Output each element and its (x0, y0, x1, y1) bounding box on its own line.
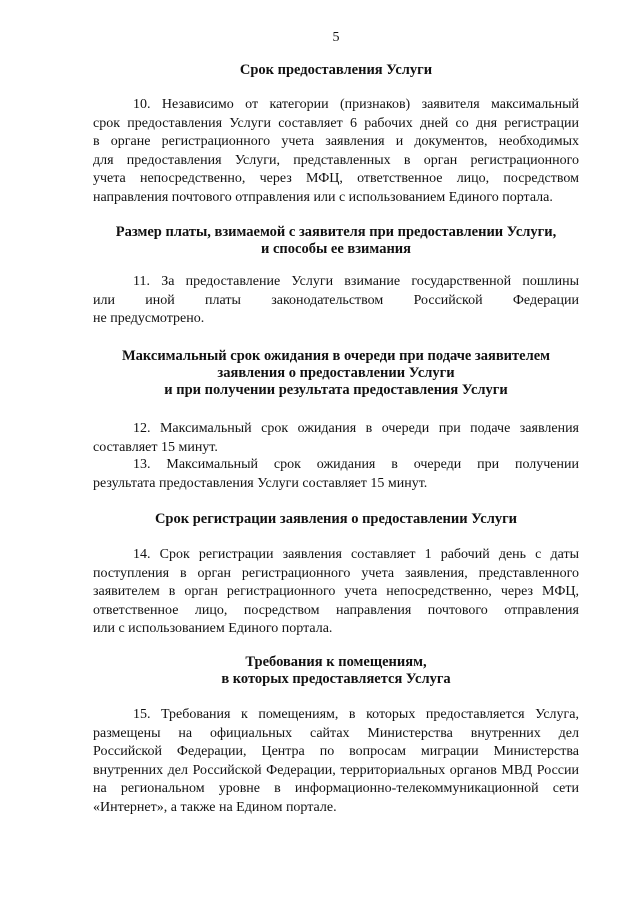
paragraph-line: 14. Срок регистрации заявления составляет 1 рабочий день с даты (133, 547, 579, 562)
heading-line: заявления о предоставлении Услуги (217, 365, 455, 381)
paragraph-line: 11. За предоставление Услуги взимание государственной пошлины (133, 274, 579, 289)
heading-registration-term (93, 511, 579, 528)
paragraph-line: не предусмотрено. (93, 311, 205, 326)
heading-line: Максимальный срок ожидания в очереди при подаче заявителем (121, 348, 551, 364)
paragraph-line: направления почтового отправления или с использованием Единого портала. (93, 189, 553, 205)
paragraph-line: 15. Требования к помещениям, в которых предоставляется Услуга, (133, 707, 579, 722)
heading-line: Срок регистрации заявления о предоставлении Услуги (154, 511, 518, 527)
paragraph-line: учета непосредственно, через МФЦ, ответственное лицо, посредством (93, 171, 579, 186)
paragraph-line: 13. Максимальный срок ожидания в очереди при получении (133, 457, 579, 472)
paragraph-11 (93, 273, 579, 329)
paragraph-line: 10. Независимо от категории (признаков) заявителя максимальный (133, 97, 579, 112)
paragraph-line: или иной платы законодательством Российской Федерации (93, 292, 579, 308)
paragraph-line: в органе регистрационного учета заявления и документов, необходимых (93, 134, 579, 149)
heading-queue-time (93, 348, 579, 399)
paragraph-line: заявителем в орган регистрационного учета непосредственно, через МФЦ, (93, 584, 579, 599)
paragraph-line: ответственное лицо, посредством направления почтового отправления (93, 602, 579, 618)
paragraph-13 (93, 456, 579, 493)
paragraph-line: «Интернет», а также на Едином портале. (93, 799, 337, 815)
paragraph-line: результата предоставления Услуги составляет 15 минут. (93, 475, 428, 491)
heading-line: Размер платы, взимаемой с заявителя при предоставлении Услуги, (115, 224, 557, 240)
heading-line: в которых предоставляется Услуга (221, 671, 451, 687)
page-number: 5 (332, 30, 340, 45)
paragraph-12 (93, 420, 579, 457)
heading-service-term (93, 62, 579, 79)
paragraph-line: Российской Федерации, Центра по вопросам миграции Министерства (93, 744, 579, 759)
paragraph-line: составляет 15 минут. (93, 439, 218, 455)
heading-line: Требования к помещениям, (245, 654, 427, 670)
paragraph-line: поступления в орган регистрационного учета заявления, представленного (93, 565, 579, 581)
heading-line: и при получении результата предоставления Услуги (164, 382, 508, 398)
paragraph-14 (93, 546, 579, 639)
paragraph-line: на региональном уровне в информационно-телекоммуникационной сети (93, 781, 579, 796)
heading-line: и способы ее взимания (261, 241, 411, 257)
heading-line: Срок предоставления Услуги (239, 62, 433, 78)
paragraph-15 (93, 706, 579, 817)
paragraph-line: срок предоставления Услуги составляет 6 рабочих дней со дня регистрации (93, 115, 579, 131)
paragraph-line: для предоставления Услуги, представленных в орган регистрационного (93, 152, 579, 168)
paragraph-line: размещены на официальных сайтах Министерства внутренних дел (93, 725, 579, 741)
paragraph-line: 12. Максимальный срок ожидания в очереди при подаче заявления (133, 421, 579, 436)
paragraph-10 (93, 96, 579, 207)
heading-premises (93, 654, 579, 688)
heading-fee (93, 224, 579, 258)
paragraph-line: внутренних дел Российской Федерации, территориальных органов МВД России (93, 762, 579, 778)
paragraph-line: или с использованием Единого портала. (93, 621, 333, 636)
